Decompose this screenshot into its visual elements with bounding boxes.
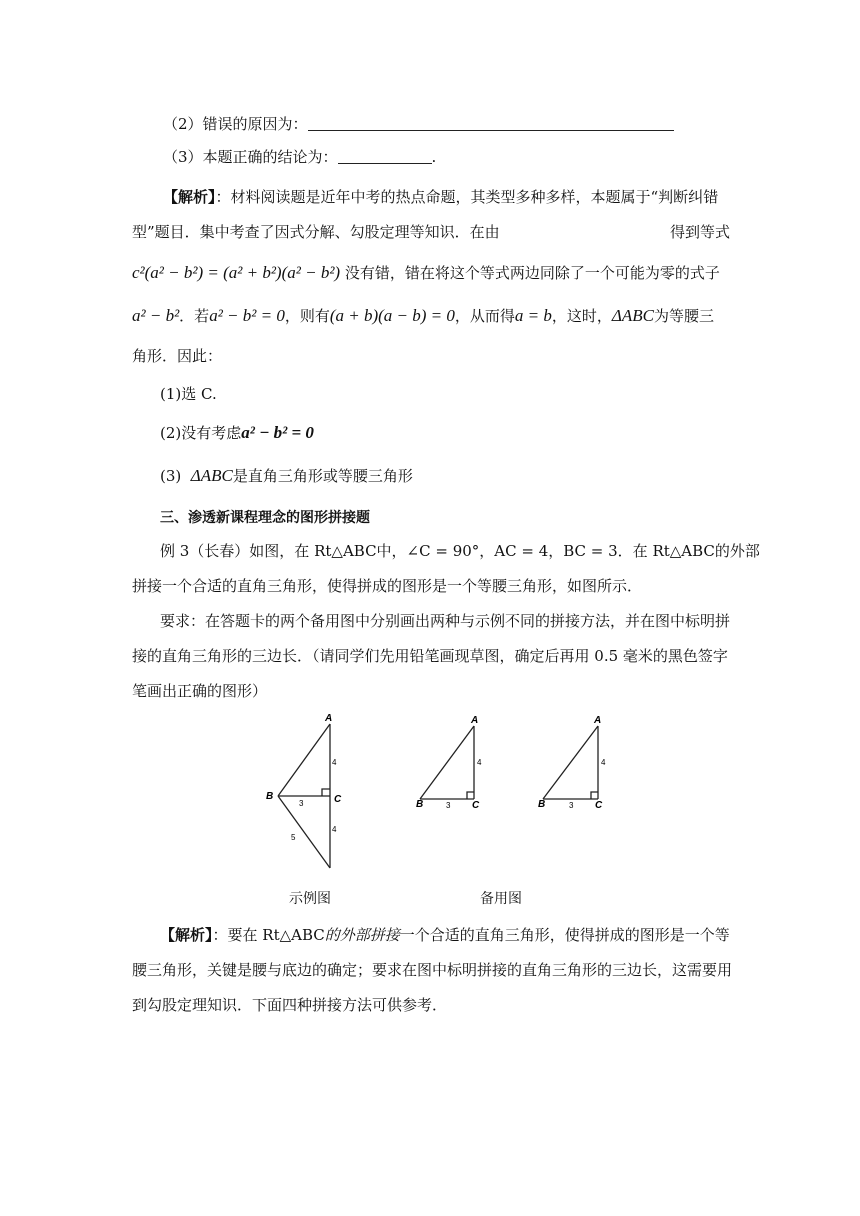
error-reason-blank[interactable] [308,116,674,131]
text-isosceles: 为等腰三 [654,307,715,325]
analysis-text: ：材料阅读题是近年中考的热点命题，其类型多种多样，本题属于“判断纠错 [215,188,719,206]
analysis-line-2 [132,222,500,242]
example-line-1 [160,541,760,561]
example-label-c: C [334,794,342,805]
requirement-line-2 [132,646,728,666]
analysis-line-2-text: 型”题目．集中考查了因式分解、勾股定理等知识．在由 [132,223,500,241]
analysis-line-2-tail [670,222,730,242]
expr-triangle-abc: ΔABC [611,306,655,325]
spare1-label-a: A [471,715,479,726]
spare1-label-4: 4 [477,758,482,767]
final-analysis-text-c: 一个合适的直角三角形，使得拼成的图形是一个等 [399,926,730,944]
analysis-label: 【解析】 [163,188,216,206]
figure-area [0,710,860,880]
answer-1-text: (1)选 C. [160,385,217,403]
example-line-1-text: 例 3（长春）如图，在 Rt△ABC中，∠C = 90°，AC = 4，BC = 3．在 Rt△ABC的外部 [160,542,760,560]
analysis-line-5-text: 角形．因此： [132,347,223,365]
example-line-2 [132,576,642,596]
answer-3-expr: ΔABC [190,466,233,485]
expr-a2-b2-zero: a² − b² = 0 [209,306,285,325]
example-line-2-text: 拼接一个合适的直角三角形，使得拼成的图形是一个等腰三角形，如图所示． [132,577,643,595]
section-heading-text: 三、渗透新课程理念的图形拼接题 [160,510,370,526]
answer-2-text: (2)没有考虑 [160,424,242,442]
spare-figure-1 [420,726,474,799]
expr-a-eq-b: a = b [514,306,552,325]
equation-main: c²(a² − b²) = (a² + b²)(a² − b²) [132,263,341,282]
spare1-label-3: 3 [446,801,451,810]
expr-factored: (a + b)(a − b) = 0 [329,306,455,325]
analysis-line-4 [132,306,714,326]
spare-figure-2 [543,726,598,799]
example-label-4-top: 4 [332,758,337,767]
spare2-label-c: C [595,800,603,811]
answer-2 [160,423,314,443]
text-thus: ，从而得 [454,307,515,325]
final-analysis-line-3-text: 到勾股定理知识．下面四种拼接方法可供参考． [132,996,448,1014]
requirement-line-3-text: 笔画出正确的图形） [132,682,268,700]
line-correct-conclusion [163,147,436,167]
final-analysis-text-a: ：要在 Rt△ABC [212,926,325,944]
example-label-b: B [266,791,274,802]
final-analysis-line-1 [160,925,730,945]
spare1-label-c: C [472,800,480,811]
line-error-reason [163,114,674,134]
analysis-line-3-text: 没有错，错在将这个等式两边同除了一个可能为零的式子 [344,264,720,282]
expr-a2-b2: a² − b² [132,306,180,325]
spare2-label-3: 3 [569,801,574,810]
example-label-4-bottom: 4 [332,825,337,834]
final-analysis-line-2-text: 腰三角形，关键是腰与底边的确定；要求在图中标明拼接的直角三角形的三边长，这需要用 [132,961,733,979]
analysis-line-5 [132,346,222,366]
final-analysis-label: 【解析】 [160,926,213,944]
text-then: ，则有 [284,307,330,325]
text-if: ．若 [179,307,210,325]
requirement-line-2-text: 接的直角三角形的三边长．（请同学们先用铅笔画现草图，确定后再用 0.5 毫米的黑色签字 [132,647,728,665]
requirement-line-3 [132,681,267,701]
example-figure [278,724,330,868]
conclusion-label: （3）本题正确的结论为： [163,148,338,166]
final-analysis-line-2 [132,960,732,980]
spare2-label-a: A [594,715,602,726]
text-now: ，这时， [551,307,612,325]
error-reason-label: （2）错误的原因为： [163,115,308,133]
example-label-a: A [325,713,333,724]
caption-spare: 备用图 [480,891,522,907]
spare2-label-4: 4 [601,758,606,767]
answer-3 [160,466,413,486]
section-heading [160,508,370,528]
final-analysis-text-b: 的外部拼接 [324,926,400,944]
requirement-line-1-text: 要求：在答题卡的两个备用图中分别画出两种与示例不同的拼接方法，并在图中标明拼 [160,612,731,630]
analysis-line-2-tail-text: 得到等式 [670,223,731,241]
final-analysis-line-3 [132,995,447,1015]
example-label-5: 5 [291,833,296,842]
answer-3-text: 是直角三角形或等腰三角形 [232,467,413,485]
spare2-label-b: B [538,799,546,810]
answer-1 [160,384,217,404]
analysis-line-3 [132,263,720,283]
analysis-line-1 [163,187,718,207]
conclusion-blank[interactable] [338,149,432,164]
answer-3-num: (3) [160,467,182,485]
conclusion-period: . [431,148,437,166]
answer-2-expr: a² − b² = 0 [241,423,314,442]
requirement-line-1 [160,611,730,631]
caption-example: 示例图 [289,891,331,907]
example-label-3: 3 [299,799,304,808]
spare1-label-b: B [416,799,424,810]
